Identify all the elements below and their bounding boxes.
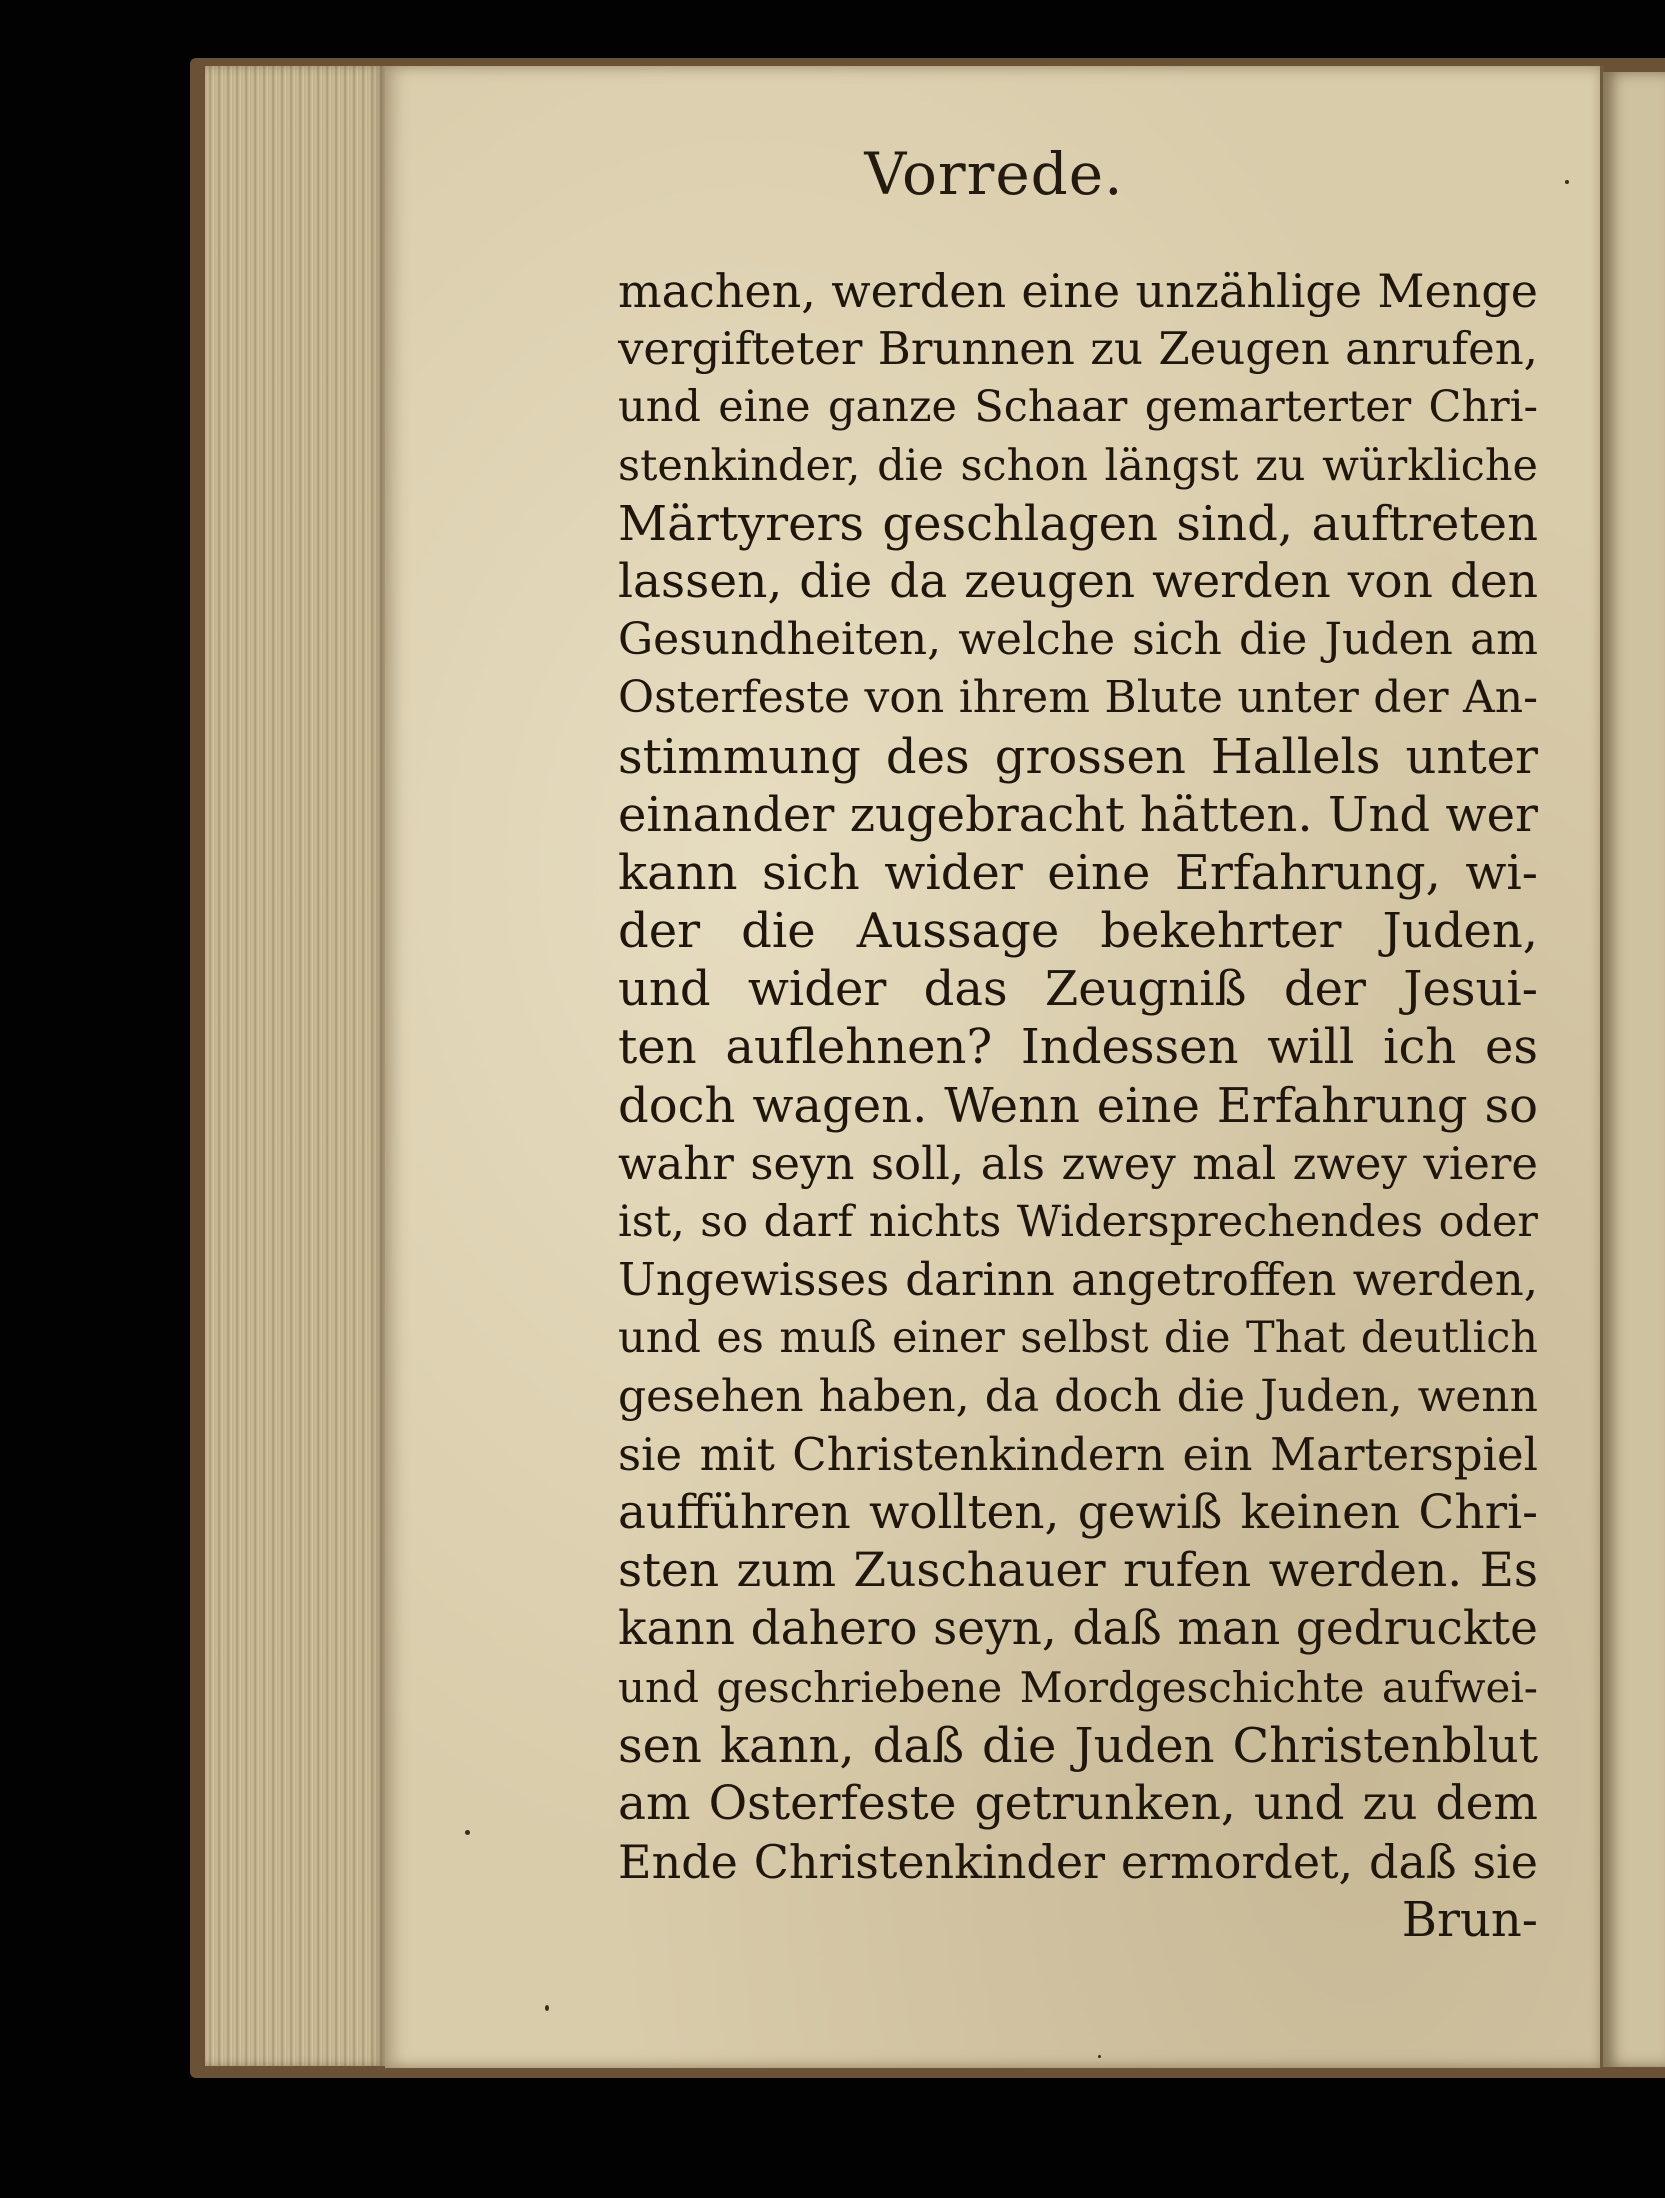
running-header: Vorrede.: [864, 140, 1124, 208]
text-line: und geschriebene Mordgeschichte aufwei-: [618, 1662, 1538, 1712]
text-line: aufführen wollten, gewiß keinen Chri-: [618, 1484, 1538, 1540]
paper-speck: [545, 2005, 549, 2011]
body-text: [618, 262, 1538, 1949]
paper-speck: [1098, 2055, 1101, 2058]
text-line: machen, werden eine unzählige Menge: [618, 264, 1538, 318]
text-line: lassen, die da zeugen werden von den: [618, 553, 1538, 609]
text-line: Gesundheiten, welche sich die Juden am: [618, 614, 1538, 666]
text-line: und wider das Zeugniß der Jesui-: [618, 961, 1538, 1018]
text-line: einander zugebracht hätten. Und wer: [618, 786, 1538, 843]
text-line: und eine ganze Schaar gemarterter Chri-: [618, 382, 1538, 433]
paper-speck: [465, 1830, 470, 1835]
text-line: Märtyrers geschlagen sind, auftreten: [618, 495, 1538, 552]
text-line: vergifteter Brunnen zu Zeugen anrufen,: [618, 322, 1538, 376]
text-line: kann sich wider eine Erfahrung, wi-: [618, 844, 1538, 901]
text-line: stimmung des grossen Hallels unter: [618, 728, 1538, 785]
text-line: doch wagen. Wenn eine Erfahrung so: [618, 1077, 1538, 1134]
text-line: am Osterfeste getrunken, und zu dem: [618, 1775, 1538, 1831]
text-line: ten auflehnen? Indessen will ich es: [618, 1019, 1538, 1076]
text-line: sen kann, daß die Juden Christenblut: [618, 1717, 1538, 1774]
text-line: gesehen haben, da doch die Juden, wenn: [618, 1370, 1538, 1422]
text-line: und es muß einer selbst die That deutlich: [618, 1313, 1538, 1364]
text-line: Ende Christenkinder ermordet, daß sie: [618, 1835, 1538, 1890]
text-line: Ungewisses darinn angetroffen werden,: [618, 1253, 1538, 1307]
text-line: ist, so darf nichts Widersprechendes oder: [618, 1197, 1538, 1247]
catchword: Brun-: [1401, 1892, 1538, 1949]
page-edges-stack: [205, 66, 385, 2066]
text-line: kann dahero seyn, daß man gedruckte: [618, 1601, 1538, 1657]
text-line: sten zum Zuschauer rufen werden. Es: [618, 1543, 1538, 1599]
text-line: der die Aussage bekehrter Juden,: [618, 903, 1538, 960]
text-line: wahr seyn soll, als zwey mal zwey viere: [618, 1136, 1538, 1190]
text-line: stenkinder, die schon längst zu würkliche: [618, 440, 1538, 491]
facing-page-sliver: [1603, 72, 1665, 2067]
text-line: sie mit Christenkindern ein Marterspiel: [618, 1427, 1538, 1481]
text-line: Osterfeste von ihrem Blute unter der An-: [618, 672, 1538, 724]
